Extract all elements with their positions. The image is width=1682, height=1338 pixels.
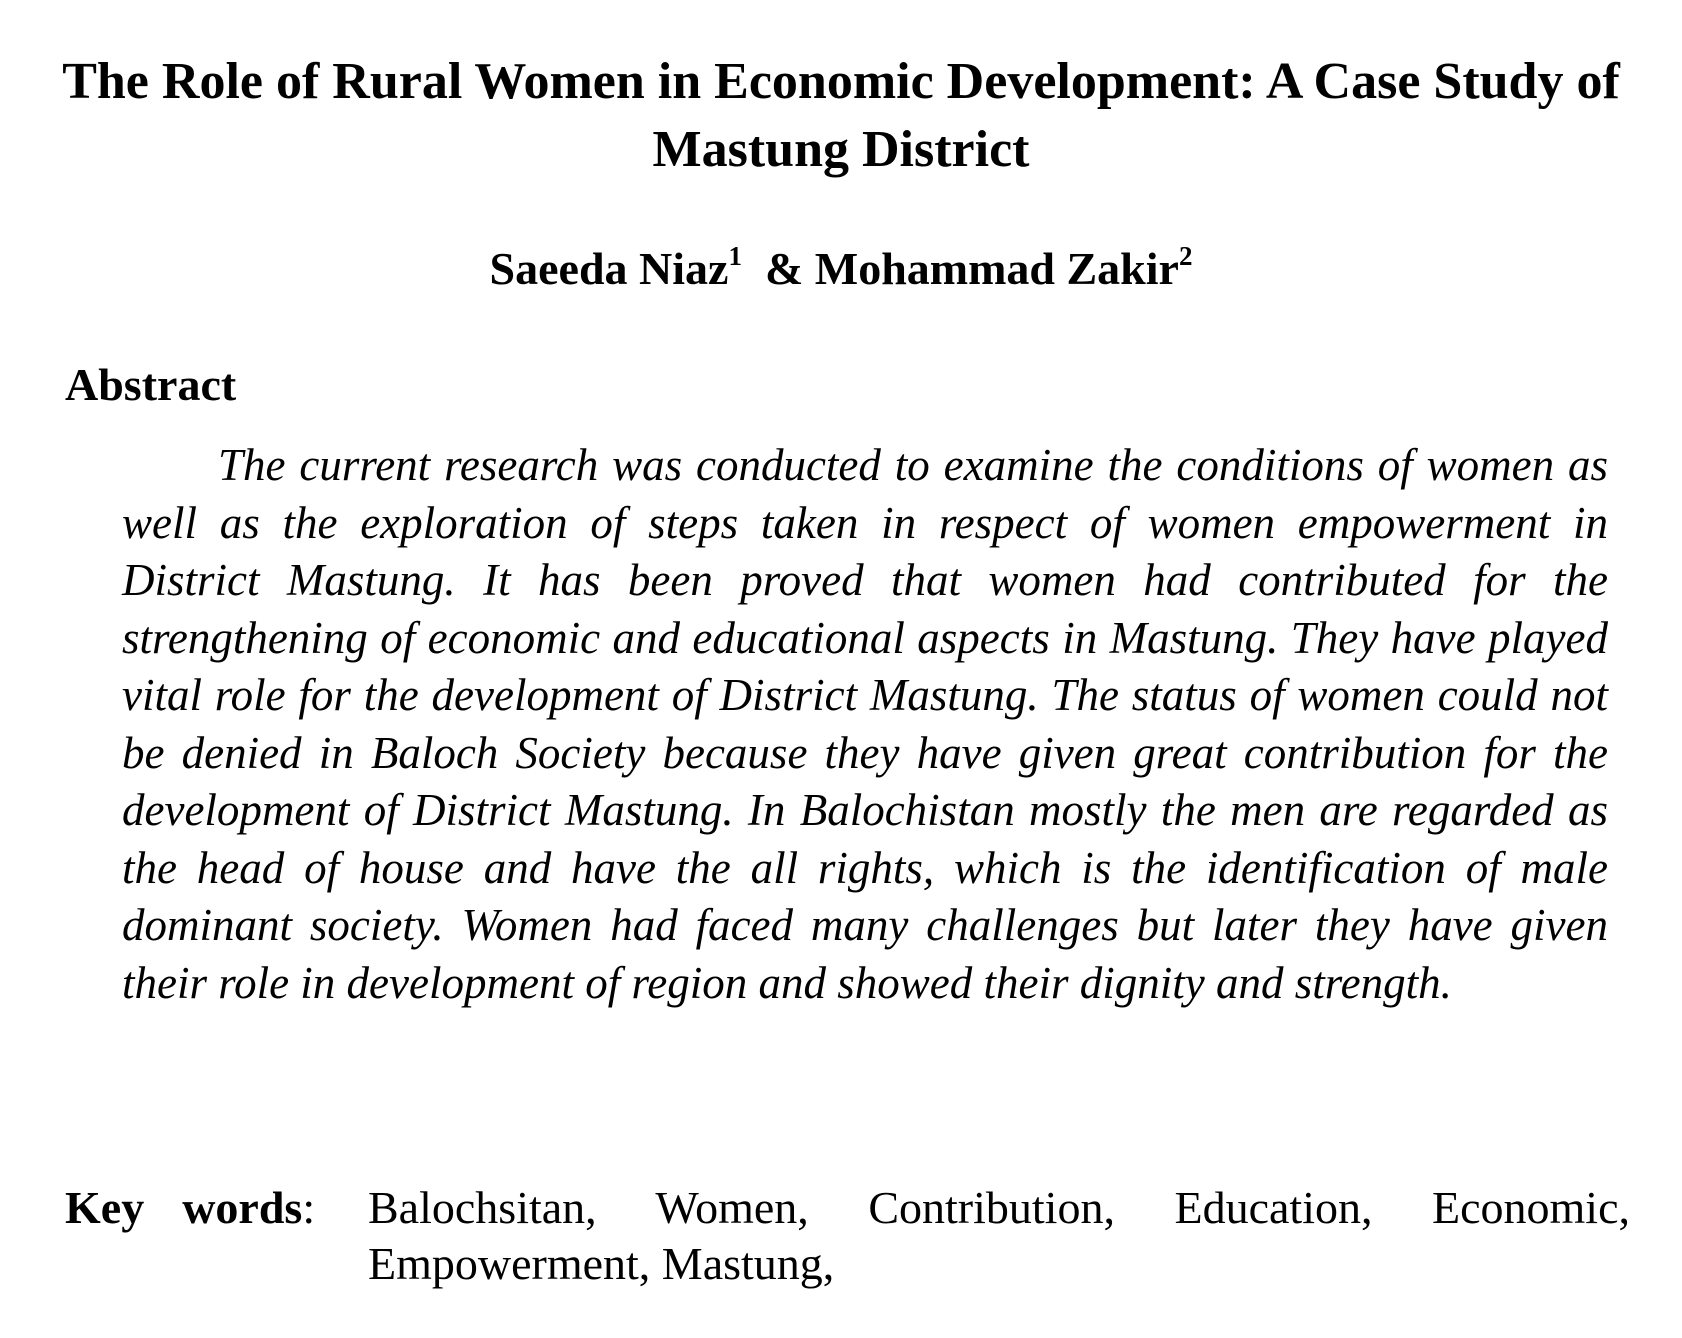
author-name: Saeeda Niaz xyxy=(489,243,729,294)
paper-title: The Role of Rural Women in Economic Development: A Case Study of Mastung District xyxy=(62,53,1620,178)
keywords-colon: : xyxy=(302,1182,316,1233)
author-line xyxy=(0,240,1682,298)
author-name: Mohammad Zakir xyxy=(814,243,1179,294)
author-separator: & xyxy=(764,243,804,294)
affiliation-mark: 2 xyxy=(1178,241,1193,271)
keywords-list: Balochsitan, Women, Contribution, Education, Economic, Empowerment, Mastung, xyxy=(368,1182,1630,1289)
affiliation-mark: 1 xyxy=(728,241,742,271)
abstract-heading: Abstract xyxy=(65,359,237,410)
abstract-text: The current research was conducted to examine the conditions of women as well as the exploration of steps taken in respect of women empowerment in District Mastung. It has been proved that women had contributed for the strengthening of economic and educational aspects in Mastung. They have played vital role for the development of District Mastung. The status of women could not be denied in Baloch Society because they have given great contribution for the development of District Mastung. In Balochistan mostly the men are regarded as the head of house and have the all rights, which is the identification of male dominant society. Women had faced many challenges but later they have given their role in development of region and showed their dignity and strength. xyxy=(122,440,1608,1008)
keywords-label xyxy=(65,1180,365,1236)
keywords-label-key: Key xyxy=(65,1182,145,1233)
keywords-label-words: words xyxy=(182,1182,303,1233)
